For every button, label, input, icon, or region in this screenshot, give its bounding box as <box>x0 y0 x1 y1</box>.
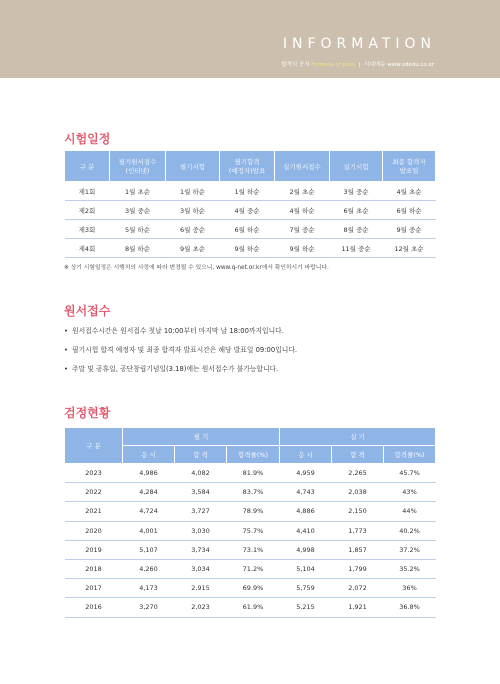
schedule-header-cell: 실기원서접수 <box>275 151 330 182</box>
table-cell: 4,886 <box>280 502 332 521</box>
table-row <box>65 579 436 598</box>
table-row <box>65 239 436 258</box>
table-cell: 5,104 <box>280 559 332 578</box>
table-cell: 4,001 <box>123 521 175 540</box>
table-cell: 5,759 <box>280 579 332 598</box>
table-row <box>65 483 436 502</box>
table-cell: 2,072 <box>332 579 384 598</box>
table-cell: 83.7% <box>227 483 280 502</box>
table-cell: 6월 하순 <box>220 220 275 239</box>
table-cell: 3,734 <box>175 540 227 559</box>
list-item <box>64 363 297 382</box>
table-cell: 4월 하순 <box>275 201 330 220</box>
table-row <box>65 540 436 559</box>
table-cell: 3,030 <box>175 521 227 540</box>
schedule-header-row <box>65 151 436 182</box>
table-cell: 2019 <box>65 540 123 559</box>
table-cell: 1월 하순 <box>220 182 275 201</box>
table-cell: 8월 하순 <box>110 239 166 258</box>
table-cell: 2,915 <box>175 579 227 598</box>
table-cell: 5,107 <box>123 540 175 559</box>
table-cell: 7월 중순 <box>275 220 330 239</box>
table-cell: 3,270 <box>123 598 175 617</box>
table-cell: 3월 하순 <box>166 201 220 220</box>
table-cell: 81.9% <box>227 464 280 483</box>
header-tagline <box>281 60 434 68</box>
table-cell: 2021 <box>65 502 123 521</box>
list-item-text: 필기시험 합격 예정자 및 최종 합격자 발표시간은 해당 발표일 09:00입니다. <box>72 346 298 354</box>
table-row <box>65 502 436 521</box>
table-cell: 6월 중순 <box>166 220 220 239</box>
table-cell: 43% <box>384 483 436 502</box>
table-cell: 4,410 <box>280 521 332 540</box>
results-group-row <box>65 428 436 446</box>
tagline-gold: Formula of pass <box>311 62 355 68</box>
results-body <box>65 464 436 618</box>
table-row <box>65 559 436 578</box>
table-cell: 2018 <box>65 559 123 578</box>
table-cell: 4,173 <box>123 579 175 598</box>
table-cell: 35.2% <box>384 559 436 578</box>
table-cell: 45.7% <box>384 464 436 483</box>
results-sub-header-cell: 응 시 <box>280 446 332 464</box>
table-cell: 1,857 <box>332 540 384 559</box>
table-row <box>65 598 436 617</box>
table-cell: 4,284 <box>123 483 175 502</box>
page-header <box>0 0 500 78</box>
list-item <box>64 344 297 363</box>
table-cell: 75.7% <box>227 521 280 540</box>
table-cell: 4,082 <box>175 464 227 483</box>
table-cell: 78.9% <box>227 502 280 521</box>
table-cell: 제4회 <box>65 239 110 258</box>
bullet-dot: • <box>64 365 69 373</box>
tagline-prefix: 합격의 공식 <box>281 62 310 68</box>
results-sub-header-cell: 합 격 <box>175 446 227 464</box>
application-list <box>64 325 297 382</box>
table-cell: 2017 <box>65 579 123 598</box>
schedule-header-cell: 실기시험 <box>330 151 383 182</box>
table-row <box>65 182 436 201</box>
results-sub-header-cell: 합격률(%) <box>384 446 436 464</box>
table-cell: 2023 <box>65 464 123 483</box>
table-cell: 2,265 <box>332 464 384 483</box>
table-cell: 2월 초순 <box>275 182 330 201</box>
table-cell: 5월 하순 <box>110 220 166 239</box>
results-sub-header-cell: 응 시 <box>123 446 175 464</box>
table-cell: 9월 중순 <box>383 220 436 239</box>
schedule-header-cell: 구 분 <box>65 151 110 182</box>
results-sub-header-cell: 합격률(%) <box>227 446 280 464</box>
table-cell: 5,215 <box>280 598 332 617</box>
table-cell: 40.2% <box>384 521 436 540</box>
schedule-header-cell: 필기합격 (예정자)발표 <box>220 151 275 182</box>
table-cell: 6월 초순 <box>330 201 383 220</box>
list-item <box>64 325 297 344</box>
divider: | <box>358 62 361 68</box>
schedule-header-cell: 필기원서접수 (인터넷) <box>110 151 166 182</box>
table-cell: 2020 <box>65 521 123 540</box>
schedule-note: ※ 상기 시험일정은 시행처의 사정에 따라 변경될 수 있으니, www.q-net.or.kr에서 확인하시기 바랍니다. <box>64 265 329 271</box>
table-cell: 6월 하순 <box>383 201 436 220</box>
table-row <box>65 464 436 483</box>
table-cell: 4,959 <box>280 464 332 483</box>
table-cell: 9월 초순 <box>166 239 220 258</box>
results-table <box>64 427 436 618</box>
table-cell: 61.9% <box>227 598 280 617</box>
table-cell: 8월 중순 <box>330 220 383 239</box>
bullet-dot: • <box>64 327 69 335</box>
table-cell: 9월 하순 <box>275 239 330 258</box>
results-sub-header-cell: 합 격 <box>332 446 384 464</box>
table-cell: 제3회 <box>65 220 110 239</box>
table-row <box>65 201 436 220</box>
table-cell: 36.8% <box>384 598 436 617</box>
brand-url[interactable]: www.sdedu.co.kr <box>387 62 434 68</box>
table-cell: 1,921 <box>332 598 384 617</box>
table-cell: 12월 초순 <box>383 239 436 258</box>
table-cell: 4,986 <box>123 464 175 483</box>
schedule-body <box>65 182 436 258</box>
schedule-header-cell: 최종 합격자 발표일 <box>383 151 436 182</box>
table-cell: 4월 초순 <box>383 182 436 201</box>
table-cell: 2016 <box>65 598 123 617</box>
table-cell: 37.2% <box>384 540 436 559</box>
table-cell: 1월 하순 <box>166 182 220 201</box>
table-cell: 9월 하순 <box>220 239 275 258</box>
schedule-header-cell: 필기시험 <box>166 151 220 182</box>
table-cell: 2,038 <box>332 483 384 502</box>
table-cell: 3,034 <box>175 559 227 578</box>
table-cell: 2,023 <box>175 598 227 617</box>
schedule-title: 시험일정 <box>64 132 111 146</box>
application-title: 원서접수 <box>64 304 111 318</box>
table-row <box>65 521 436 540</box>
table-cell: 2,150 <box>332 502 384 521</box>
bullet-dot: • <box>64 346 69 354</box>
table-cell: 1,773 <box>332 521 384 540</box>
table-cell: 4,743 <box>280 483 332 502</box>
results-written-header: 필 기 <box>123 428 280 446</box>
table-cell: 3월 중순 <box>110 201 166 220</box>
table-cell: 3월 중순 <box>330 182 383 201</box>
results-title: 검정현황 <box>64 406 111 420</box>
table-cell: 3,727 <box>175 502 227 521</box>
table-cell: 2022 <box>65 483 123 502</box>
table-cell: 69.9% <box>227 579 280 598</box>
table-cell: 1월 초순 <box>110 182 166 201</box>
list-item-text: 주말 및 공휴일, 공단창립기념일(3.18)에는 원서접수가 불가능합니다. <box>72 365 279 373</box>
table-cell: 73.1% <box>227 540 280 559</box>
table-cell: 4월 중순 <box>220 201 275 220</box>
results-practical-header: 실 기 <box>280 428 436 446</box>
table-cell: 4,998 <box>280 540 332 559</box>
table-cell: 71.2% <box>227 559 280 578</box>
brand-name: 시대에듀 <box>364 62 386 68</box>
results-category-header: 구 분 <box>65 428 123 464</box>
table-cell: 36% <box>384 579 436 598</box>
table-cell: 제2회 <box>65 201 110 220</box>
header-title: INFORMATION <box>282 36 436 52</box>
table-cell: 1,799 <box>332 559 384 578</box>
table-cell: 44% <box>384 502 436 521</box>
table-cell: 4,724 <box>123 502 175 521</box>
list-item-text: 원서접수시간은 원서접수 첫날 10:00부터 마지막 날 18:00까지입니다. <box>72 327 284 335</box>
schedule-table <box>64 150 436 258</box>
table-cell: 11월 중순 <box>330 239 383 258</box>
table-cell: 제1회 <box>65 182 110 201</box>
table-row <box>65 220 436 239</box>
table-cell: 3,584 <box>175 483 227 502</box>
table-cell: 4,260 <box>123 559 175 578</box>
